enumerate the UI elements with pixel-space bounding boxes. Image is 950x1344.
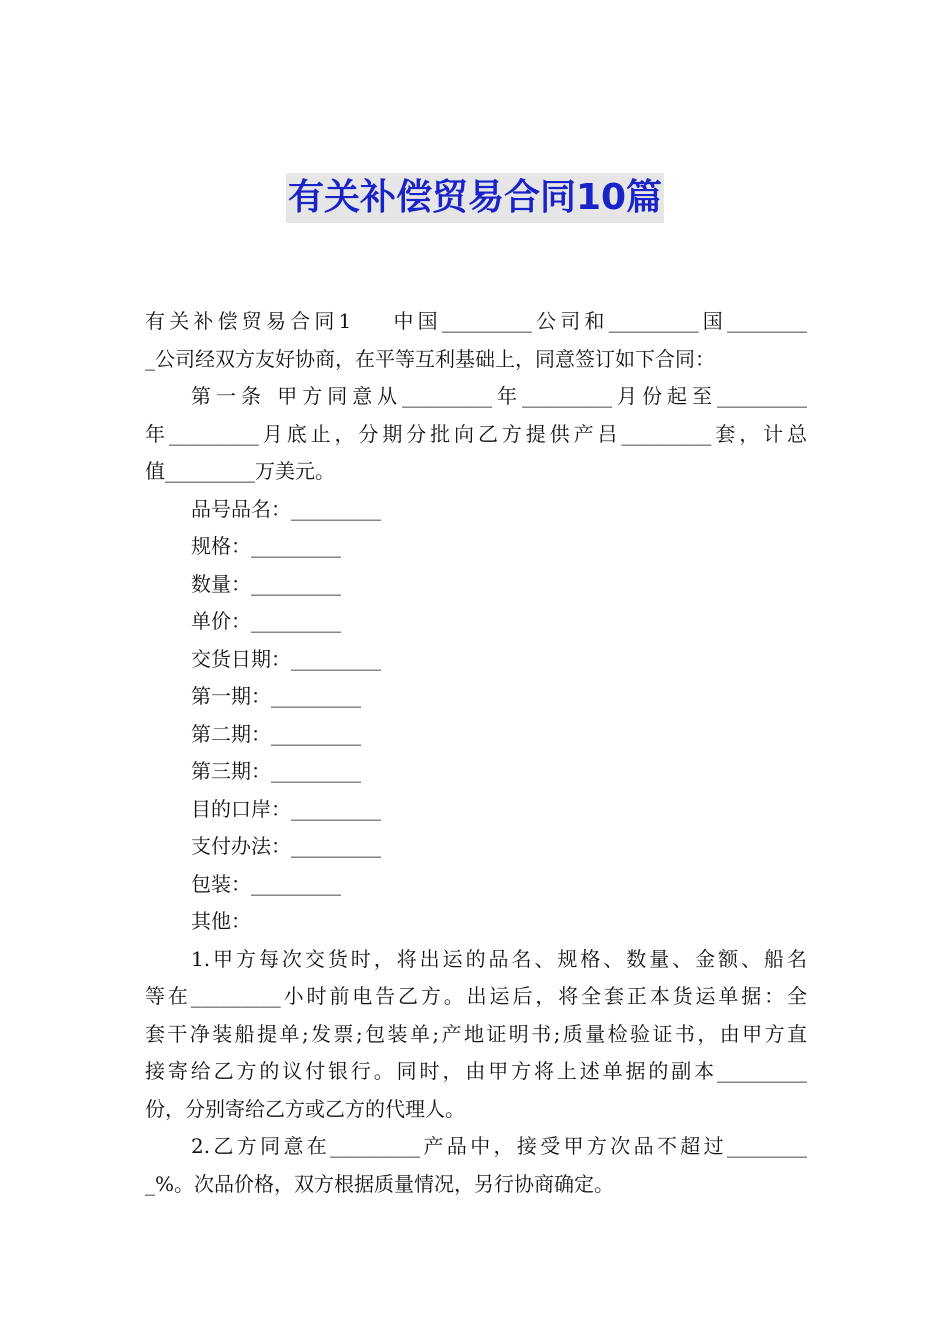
body-line: 第一期：_________ bbox=[191, 684, 361, 708]
body-line: 年_________月底止，分期分批向乙方提供产吕_________套，计总 bbox=[145, 421, 807, 446]
body-line: 有关补偿贸易合同1 中国_________公司和_________国________ bbox=[145, 309, 807, 333]
body-line: 支付办法：_________ bbox=[191, 834, 381, 858]
body-line: 第二期：_________ bbox=[191, 721, 361, 746]
body-line: 包装：_________ bbox=[191, 871, 341, 896]
body-line: 第一条 甲方同意从_________年_________月份起至_________ bbox=[191, 384, 807, 408]
body-line: 数量：_________ bbox=[191, 571, 341, 596]
document-title: 有关补偿贸易合同10篇 bbox=[286, 173, 664, 223]
body-line: 值_________万美元。 bbox=[145, 459, 335, 483]
body-line: 套干净装船提单;发票;包装单;产地证明书;质量检验证书，由甲方直 bbox=[145, 1021, 807, 1046]
body-line: 等在_________小时前电告乙方。出运后，将全套正本货运单据：全 bbox=[145, 984, 807, 1008]
body-line: 规格：_________ bbox=[191, 534, 341, 558]
document-title-wrap bbox=[0, 173, 950, 223]
body-line: 目的口岸：_________ bbox=[191, 796, 381, 821]
body-line: 2.乙方同意在_________产品中，接受甲方次品不超过________ bbox=[191, 1134, 807, 1158]
body-line: 接寄给乙方的议付银行。同时，由甲方将上述单据的副本_________ bbox=[145, 1059, 807, 1083]
body-line: _公司经双方友好协商，在平等互利基础上，同意签订如下合同： bbox=[145, 346, 715, 371]
body-line: 份，分别寄给乙方或乙方的代理人。 bbox=[145, 1096, 465, 1121]
body-line: 单价：_________ bbox=[191, 609, 341, 633]
body-line: 第三期：_________ bbox=[191, 759, 361, 783]
body-line: 品号品名：_________ bbox=[191, 496, 381, 521]
document-body bbox=[145, 303, 807, 1203]
body-line: _%。次品价格，双方根据质量情况，另行协商确定。 bbox=[145, 1171, 615, 1196]
body-line: 其他： bbox=[191, 909, 251, 933]
body-line: 1.甲方每次交货时，将出运的品名、规格、数量、金额、船名 bbox=[191, 946, 807, 971]
body-line: 交货日期：_________ bbox=[191, 646, 381, 671]
